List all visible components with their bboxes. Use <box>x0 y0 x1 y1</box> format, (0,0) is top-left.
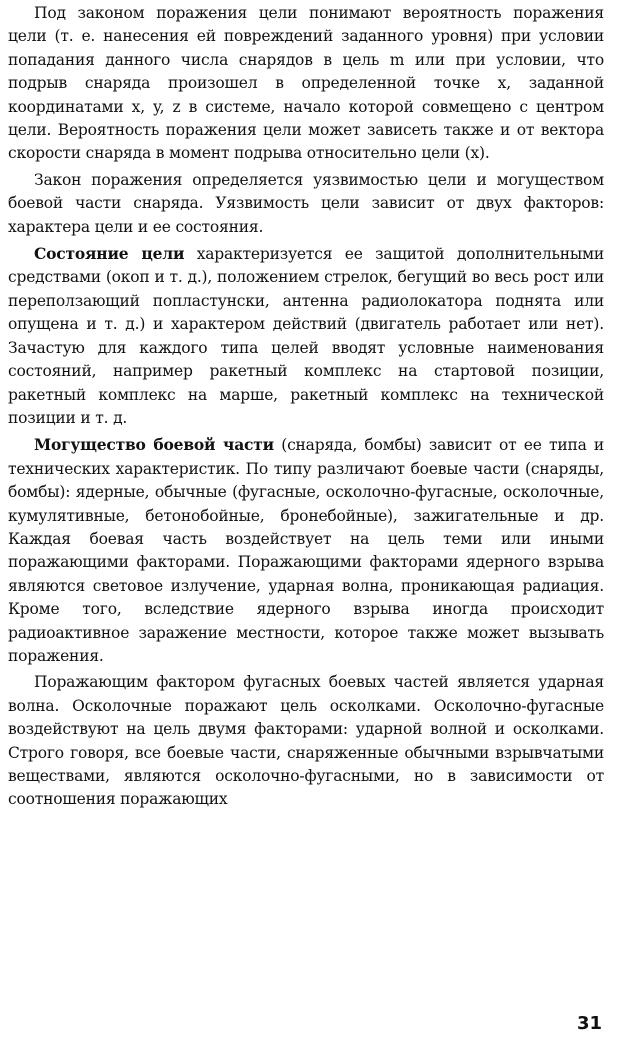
paragraph-blast-factors <box>8 671 604 811</box>
paragraph-lead-term: Состояние цели <box>34 244 185 264</box>
paragraph-target-state <box>8 242 604 430</box>
paragraph-text: Закон поражения определяется уязвимостью цели и могуществом боевой части снаряда. Уязвимость цели зависит от двух факторов: характера цели и ее состояния. <box>8 170 604 236</box>
paragraph-text: характеризуется ее защитой дополнительными средствами (окоп и т. д.), положением стрелок, бегущий во весь рост или переползающий попластунски, антенна радиолокатора поднята или опущена и т. д.) и характером действий (двигатель работает или нет). Зачастую для каждого типа целей вводят условные наименования состояний, например ракетный комплекс на стартовой позиции, ракетный комплекс на марше, ракетный комплекс на технической позиции и т. д. <box>8 245 604 427</box>
paragraph-lead-term: Могущество боевой части <box>34 435 274 455</box>
page-number: 31 <box>576 1013 602 1034</box>
paragraph-warhead-power <box>8 433 604 668</box>
paragraph-text: Поражающим фактором фугасных боевых частей является ударная волна. Осколочные поражают цель осколками. Осколочно-фугасные воздействуют на цель двумя факторами: ударной волной и осколками. Строго говоря, все боевые части, снаряженные обычными взрывчатыми веществами, являются осколочно-фугасными, но в зависимости от соотношения поражающих <box>8 673 604 809</box>
paragraph-text: Под законом поражения цели понимают вероятность поражения цели (т. е. нанесения ей повреждений заданного уровня) при условии попадания данного числа снарядов в цель m или при условии, что подрыв снаряда произошел в определенной точке x, заданной координатами x, y, z в системе, начало которой совмещено с центром цели. Вероятность поражения цели может зависеть также и от вектора скорости снаряда в момент подрыва относительно цели (x). <box>8 4 604 163</box>
paragraph-vulnerability <box>8 169 604 239</box>
paragraph-damage-law <box>8 2 604 166</box>
paragraph-text: (снаряда, бомбы) зависит от ее типа и технических характеристик. По типу различают боевые части (снаряды, бомбы): ядерные, обычные (фугасные, осколочно-фугасные, осколочные, кумулятивные, бетонобойные, бронебойные), зажигательные и др. Каждая боевая часть воздействует на цель теми или иными поражающими факторами. Поражающими факторами ядерного взрыва являются световое излучение, ударная волна, проникающая радиация. Кроме того, вследствие ядерного взрыва иногда происходит радиоактивное заражение местности, которое также может вызывать поражения. <box>8 436 604 665</box>
